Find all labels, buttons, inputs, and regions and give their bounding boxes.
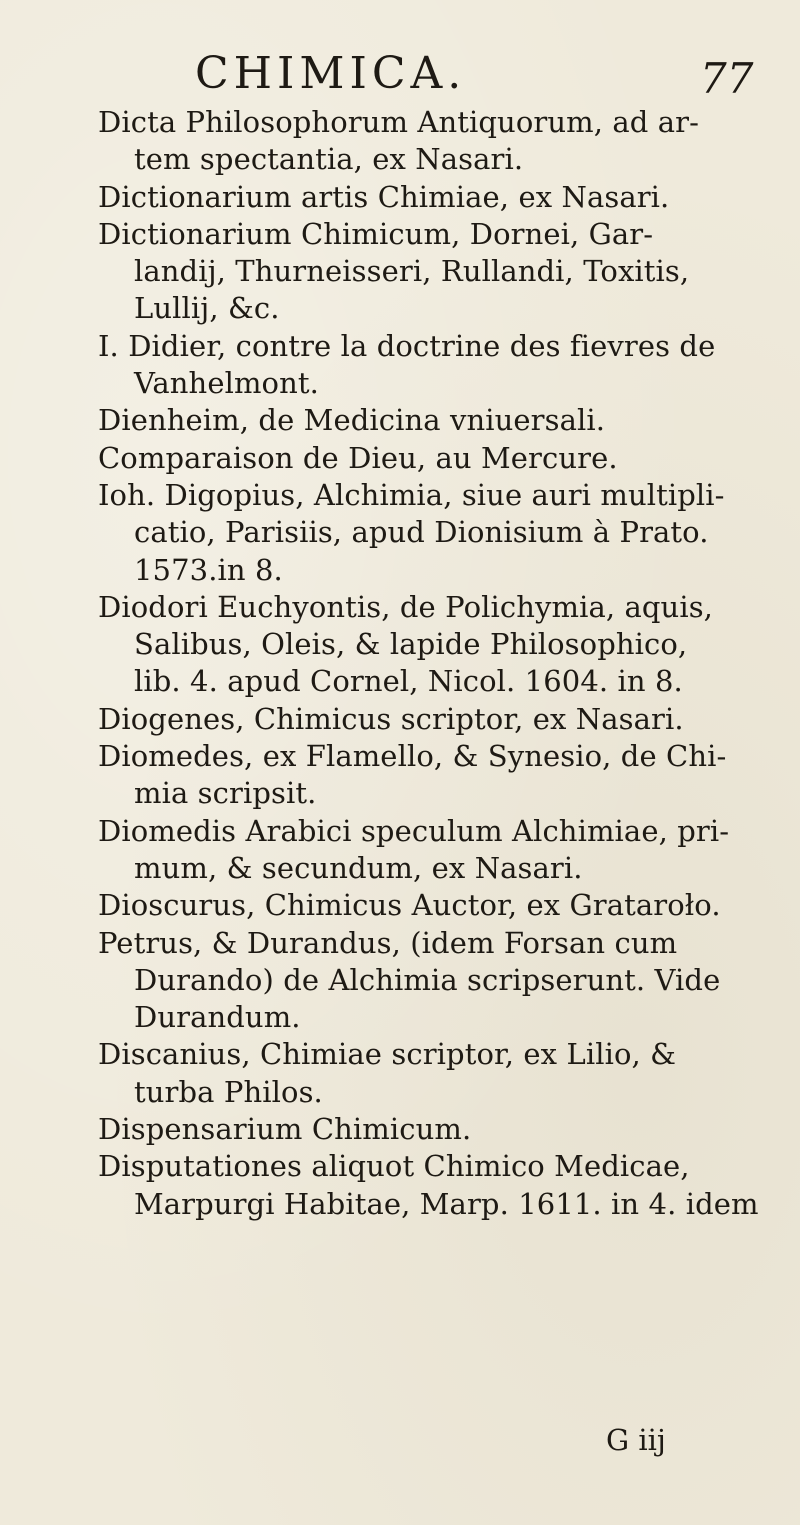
entry-discanius [98, 1036, 788, 1111]
page-number: 77 [700, 54, 754, 103]
entry-line: turba Philos. [134, 1074, 323, 1109]
entry-dictionarium-chimicum [98, 216, 788, 328]
entry-line: Salibus, Oleis, & lapide Philosophico, [134, 627, 688, 662]
entry-dispensarium [98, 1111, 788, 1148]
entry-diomedes [98, 738, 788, 813]
entry-line: tem spectantia, ex Nasari. [134, 142, 524, 177]
entry-disputationes [98, 1148, 788, 1223]
entry-line: Lullij, &c. [134, 291, 280, 326]
entry-line: Dicta Philosophorum Antiquorum, ad ar- [98, 105, 699, 139]
entry-dicta-philosophorum [98, 104, 788, 179]
entry-line: Durando) de Alchimia scripserunt. Vide [134, 962, 721, 997]
entry-line: Marpurgi Habitae, Marp. 1611. in 4. idem [134, 1186, 759, 1221]
entry-comparaison [98, 440, 788, 477]
entry-didier [98, 328, 788, 403]
entry-line: mum, & secundum, ex Nasari. [134, 850, 583, 885]
entry-line: Disputationes aliquot Chimico Medicae, [98, 1149, 690, 1184]
entry-line: Diomedis Arabici speculum Alchimiae, pri- [98, 813, 730, 848]
entry-line: Discanius, Chimiae scriptor, ex Lilio, & [98, 1037, 677, 1072]
entry-line: Comparaison de Dieu, au Mercure. [98, 440, 618, 475]
entry-line: Dispensarium Chimicum. [98, 1112, 472, 1147]
signature-mark: G iij [606, 1423, 666, 1457]
entry-line: Petrus, & Durandus, (idem Forsan cum [98, 925, 678, 960]
entry-line: lib. 4. apud Cornel, Nicol. 1604. in 8. [134, 664, 683, 699]
entry-line: 1573.in 8. [134, 552, 283, 587]
entry-dienheim [98, 402, 788, 439]
entry-line: Dictionarium Chimicum, Dornei, Gar- [98, 216, 654, 251]
entry-diomedis-arabici [98, 813, 788, 888]
entry-line: I. Didier, contre la doctrine des fievres de [98, 328, 716, 363]
entry-line: Vanhelmont. [134, 366, 319, 401]
entry-line: Diomedes, ex Flamello, & Synesio, de Chi- [98, 739, 727, 774]
entry-line: Ioh. Digopius, Alchimia, siue auri multipli- [98, 477, 725, 512]
entry-line: Durandum. [134, 1000, 301, 1035]
entry-dioscurus [98, 887, 788, 1036]
entry-dictionarium-artis [98, 179, 788, 216]
entry-diogenes [98, 701, 788, 738]
entry-digopius [98, 477, 788, 589]
entry-line: landij, Thurneisseri, Rullandi, Toxitis, [134, 254, 690, 289]
running-title: CHIMICA. [195, 48, 467, 99]
entry-line: Dictionarium artis Chimiae, ex Nasari. [98, 179, 670, 214]
entry-line: Diodori Euchyontis, de Polichymia, aquis, [98, 589, 713, 624]
entry-line: Dienheim, de Medicina vniuersali. [98, 403, 606, 438]
entry-line: Diogenes, Chimicus scriptor, ex Nasari. [98, 701, 684, 736]
entry-line: Dioscurus, Chimicus Auctor, ex Grataroło. [98, 888, 721, 923]
entry-line: mia scripsit. [134, 776, 317, 811]
entry-diodori [98, 589, 788, 701]
entry-list [98, 104, 788, 1223]
entry-line: catio, Parisiis, apud Dionisium à Prato. [134, 515, 709, 550]
